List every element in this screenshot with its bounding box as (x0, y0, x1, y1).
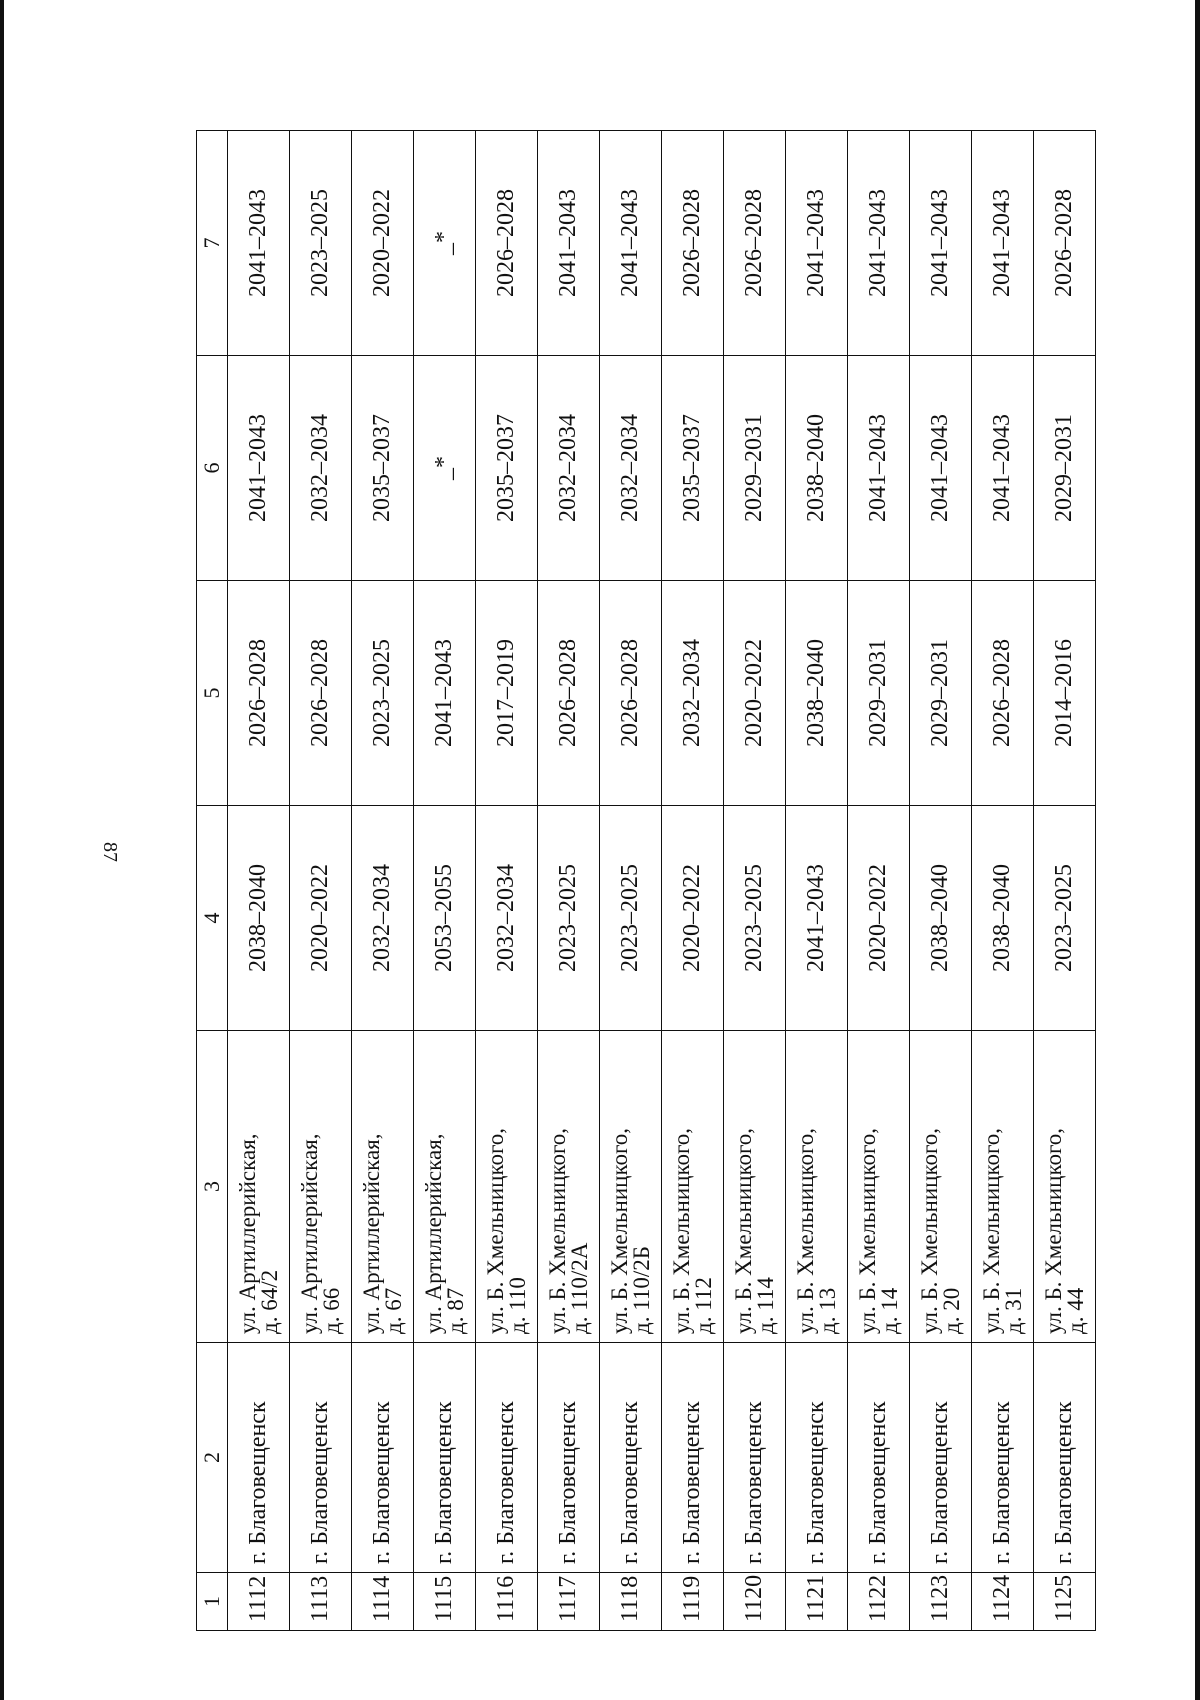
address-street: ул. Б. Хмельницкого, (854, 1127, 880, 1334)
address-cell (724, 1031, 786, 1343)
row-number-cell: 1115 (414, 1573, 476, 1631)
period-cell-col7: 2020–2022 (352, 131, 414, 356)
period-cell-col6: 2041–2043 (910, 356, 972, 581)
city-cell: г. Благовещенск (662, 1343, 724, 1573)
address-cell (600, 1031, 662, 1343)
row-number-cell: 1117 (538, 1573, 600, 1631)
row-number-cell: 1118 (600, 1573, 662, 1631)
period-cell-col5: 2041–2043 (414, 581, 476, 806)
scan-border-right (1195, 0, 1200, 1700)
table-row (538, 131, 600, 1631)
header-cell-7: 7 (197, 131, 228, 356)
row-number-cell: 1123 (910, 1573, 972, 1631)
period-cell-col5: 2029–2031 (910, 581, 972, 806)
period-cell-col7: 2041–2043 (600, 131, 662, 356)
period-cell-col6: 2035–2037 (476, 356, 538, 581)
scan-border-left (0, 0, 4, 1700)
table-body (228, 131, 1096, 1631)
row-number-cell: 1119 (662, 1573, 724, 1631)
address-cell (352, 1031, 414, 1343)
address-cell (972, 1031, 1034, 1343)
period-cell-col7: 2023–2025 (290, 131, 352, 356)
row-number-cell: 1124 (972, 1573, 1034, 1631)
table-row (1034, 131, 1096, 1631)
address-street: ул. Артиллерийская, (420, 1133, 446, 1334)
address-cell (476, 1031, 538, 1343)
period-cell-col5: 2032–2034 (662, 581, 724, 806)
period-cell-col6: 2041–2043 (848, 356, 910, 581)
address-cell (290, 1031, 352, 1343)
period-cell-col7: 2041–2043 (848, 131, 910, 356)
city-cell: г. Благовещенск (910, 1343, 972, 1573)
row-number-cell: 1122 (848, 1573, 910, 1631)
period-cell-col4: 2020–2022 (662, 806, 724, 1031)
period-cell-col4: 2020–2022 (290, 806, 352, 1031)
period-cell-col4: 2053–2055 (414, 806, 476, 1031)
period-cell-col5: 2014–2016 (1034, 581, 1096, 806)
address-street: ул. Артиллерийская, (234, 1133, 260, 1334)
address-cell (910, 1031, 972, 1343)
address-house: д. 112 (690, 1277, 716, 1334)
address-house: д. 14 (876, 1287, 902, 1334)
table-row (724, 131, 786, 1631)
period-cell-col5: 2017–2019 (476, 581, 538, 806)
period-cell-col6: _* (414, 356, 476, 581)
period-cell-col7: 2041–2043 (538, 131, 600, 356)
period-cell-col6: 2032–2034 (290, 356, 352, 581)
row-number-cell: 1114 (352, 1573, 414, 1631)
city-cell: г. Благовещенск (476, 1343, 538, 1573)
city-cell: г. Благовещенск (724, 1343, 786, 1573)
period-cell-col7: 2026–2028 (724, 131, 786, 356)
period-cell-col7: 2041–2043 (910, 131, 972, 356)
table-row (786, 131, 848, 1631)
period-cell-col4: 2038–2040 (972, 806, 1034, 1031)
address-cell (228, 1031, 290, 1343)
address-house: д. 31 (1000, 1287, 1026, 1334)
city-cell: г. Благовещенск (600, 1343, 662, 1573)
address-street: ул. Б. Хмельницкого, (482, 1127, 508, 1334)
table-row (662, 131, 724, 1631)
address-house: д. 110/2А (566, 1242, 592, 1334)
period-cell-col6: 2032–2034 (600, 356, 662, 581)
period-cell-col7: 2026–2028 (662, 131, 724, 356)
period-cell-col4: 2023–2025 (1034, 806, 1096, 1031)
period-cell-col5: 2026–2028 (600, 581, 662, 806)
address-cell (786, 1031, 848, 1343)
period-cell-col5: 2038–2040 (786, 581, 848, 806)
header-row (197, 131, 228, 1631)
city-cell: г. Благовещенск (972, 1343, 1034, 1573)
table-row (290, 131, 352, 1631)
address-street: ул. Б. Хмельницкого, (978, 1127, 1004, 1334)
period-cell-col5: 2029–2031 (848, 581, 910, 806)
period-cell-col6: 2029–2031 (1034, 356, 1096, 581)
period-cell-col4: 2023–2025 (724, 806, 786, 1031)
row-number-cell: 1113 (290, 1573, 352, 1631)
period-cell-col5: 2020–2022 (724, 581, 786, 806)
address-house: д. 20 (938, 1287, 964, 1334)
row-number-cell: 1112 (228, 1573, 290, 1631)
header-cell-2: 2 (197, 1343, 228, 1573)
period-cell-col4: 2023–2025 (538, 806, 600, 1031)
address-house: д. 64/2 (256, 1269, 282, 1334)
period-cell-col4: 2023–2025 (600, 806, 662, 1031)
row-number-cell: 1121 (786, 1573, 848, 1631)
address-house: д. 110/2Б (628, 1246, 654, 1334)
address-street: ул. Б. Хмельницкого, (916, 1127, 942, 1334)
period-cell-col4: 2020–2022 (848, 806, 910, 1031)
address-house: д. 13 (814, 1287, 840, 1334)
address-house: д. 110 (504, 1277, 530, 1334)
period-cell-col4: 2032–2034 (476, 806, 538, 1031)
city-cell: г. Благовещенск (786, 1343, 848, 1573)
address-cell (662, 1031, 724, 1343)
address-street: ул. Артиллерийская, (296, 1133, 322, 1334)
row-number-cell: 1116 (476, 1573, 538, 1631)
period-cell-col6: 2035–2037 (662, 356, 724, 581)
period-cell-col4: 2038–2040 (228, 806, 290, 1031)
period-cell-col5: 2023–2025 (352, 581, 414, 806)
table-row (972, 131, 1034, 1631)
address-cell (1034, 1031, 1096, 1343)
table-container (196, 131, 1096, 1631)
period-cell-col6: 2038–2040 (786, 356, 848, 581)
period-cell-col4: 2032–2034 (352, 806, 414, 1031)
period-cell-col5: 2026–2028 (972, 581, 1034, 806)
header-cell-5: 5 (197, 581, 228, 806)
address-house: д. 44 (1062, 1287, 1088, 1334)
address-street: ул. Б. Хмельницкого, (792, 1127, 818, 1334)
city-cell: г. Благовещенск (414, 1343, 476, 1573)
header-cell-3: 3 (197, 1031, 228, 1343)
page-number: 87 (99, 842, 121, 862)
table-row (910, 131, 972, 1631)
period-cell-col4: 2041–2043 (786, 806, 848, 1031)
address-house: д. 114 (752, 1277, 778, 1334)
table-row (228, 131, 290, 1631)
header-cell-4: 4 (197, 806, 228, 1031)
table-row (600, 131, 662, 1631)
period-cell-col7: 2041–2043 (786, 131, 848, 356)
period-cell-col5: 2026–2028 (290, 581, 352, 806)
address-house: д. 67 (380, 1287, 406, 1334)
address-street: ул. Артиллерийская, (358, 1133, 384, 1334)
period-cell-col6: 2041–2043 (972, 356, 1034, 581)
table-row (848, 131, 910, 1631)
period-cell-col7: 2041–2043 (228, 131, 290, 356)
address-street: ул. Б. Хмельницкого, (606, 1127, 632, 1334)
city-cell: г. Благовещенск (352, 1343, 414, 1573)
period-cell-col6: 2032–2034 (538, 356, 600, 581)
address-cell (848, 1031, 910, 1343)
table-row (414, 131, 476, 1631)
row-number-cell: 1120 (724, 1573, 786, 1631)
data-table (196, 130, 1096, 1631)
address-street: ул. Б. Хмельницкого, (668, 1127, 694, 1334)
table-row (476, 131, 538, 1631)
row-number-cell: 1125 (1034, 1573, 1096, 1631)
city-cell: г. Благовещенск (290, 1343, 352, 1573)
period-cell-col6: 2041–2043 (228, 356, 290, 581)
period-cell-col5: 2026–2028 (228, 581, 290, 806)
period-cell-col7: 2026–2028 (1034, 131, 1096, 356)
period-cell-col7: 2041–2043 (972, 131, 1034, 356)
address-street: ул. Б. Хмельницкого, (730, 1127, 756, 1334)
address-house: д. 66 (318, 1287, 344, 1334)
city-cell: г. Благовещенск (538, 1343, 600, 1573)
address-street: ул. Б. Хмельницкого, (544, 1127, 570, 1334)
city-cell: г. Благовещенск (848, 1343, 910, 1573)
header-cell-6: 6 (197, 356, 228, 581)
address-street: ул. Б. Хмельницкого, (1040, 1127, 1066, 1334)
header-cell-1: 1 (197, 1573, 228, 1631)
period-cell-col7: _* (414, 131, 476, 356)
address-house: д. 87 (442, 1287, 468, 1334)
period-cell-col5: 2026–2028 (538, 581, 600, 806)
period-cell-col6: 2035–2037 (352, 356, 414, 581)
period-cell-col4: 2038–2040 (910, 806, 972, 1031)
table-row (352, 131, 414, 1631)
table-header (197, 131, 228, 1631)
city-cell: г. Благовещенск (228, 1343, 290, 1573)
address-cell (538, 1031, 600, 1343)
city-cell: г. Благовещенск (1034, 1343, 1096, 1573)
address-cell (414, 1031, 476, 1343)
period-cell-col6: 2029–2031 (724, 356, 786, 581)
period-cell-col7: 2026–2028 (476, 131, 538, 356)
